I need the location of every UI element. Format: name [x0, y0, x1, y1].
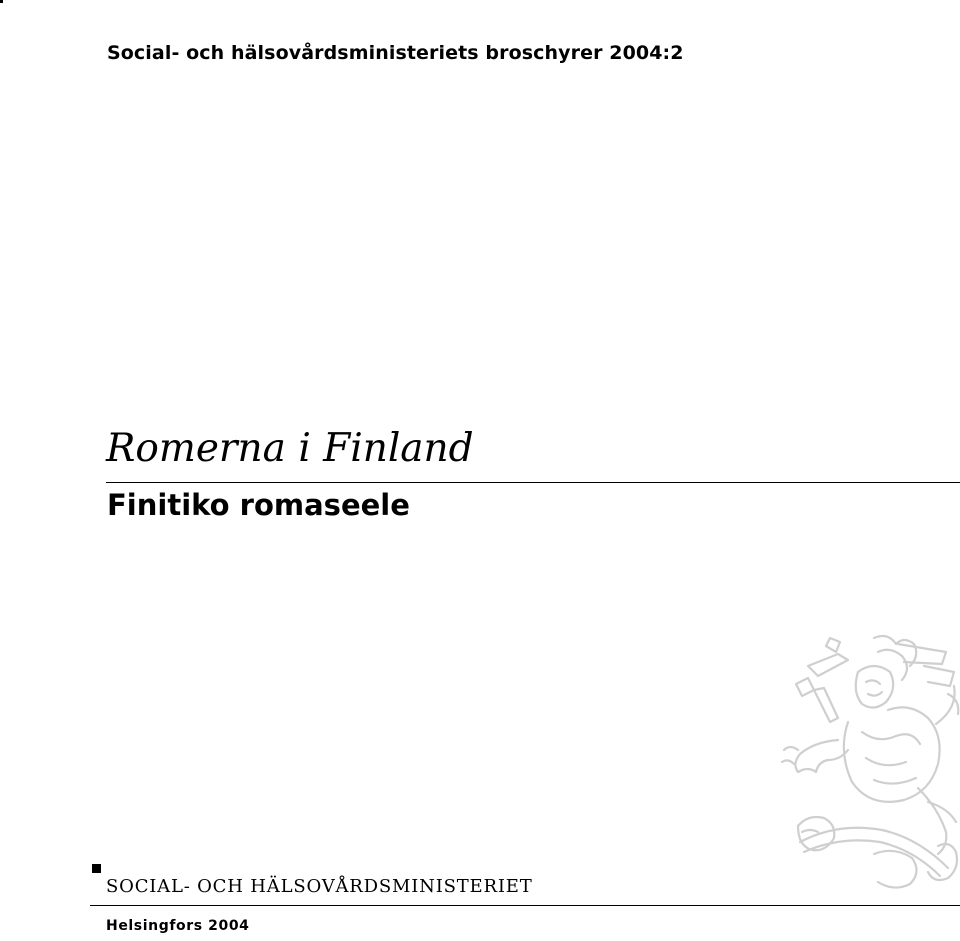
page-title: Romerna i Finland: [106, 426, 474, 471]
corner-crop-mark: [0, 0, 3, 3]
finnish-coat-of-arms-lion-icon: [778, 632, 960, 894]
place-and-year: Helsingfors 2004: [106, 918, 250, 934]
publisher-name: SOCIAL- OCH HÄLSOVÅRDSMINISTERIET: [106, 876, 533, 897]
page-subtitle: Finitiko romaseele: [107, 488, 410, 522]
publisher-divider: [90, 905, 960, 906]
bullet-square: [92, 864, 101, 873]
series-title: Social- och hälsovårdsministeriets broschyrer 2004:2: [107, 42, 684, 64]
title-divider: [106, 482, 960, 483]
